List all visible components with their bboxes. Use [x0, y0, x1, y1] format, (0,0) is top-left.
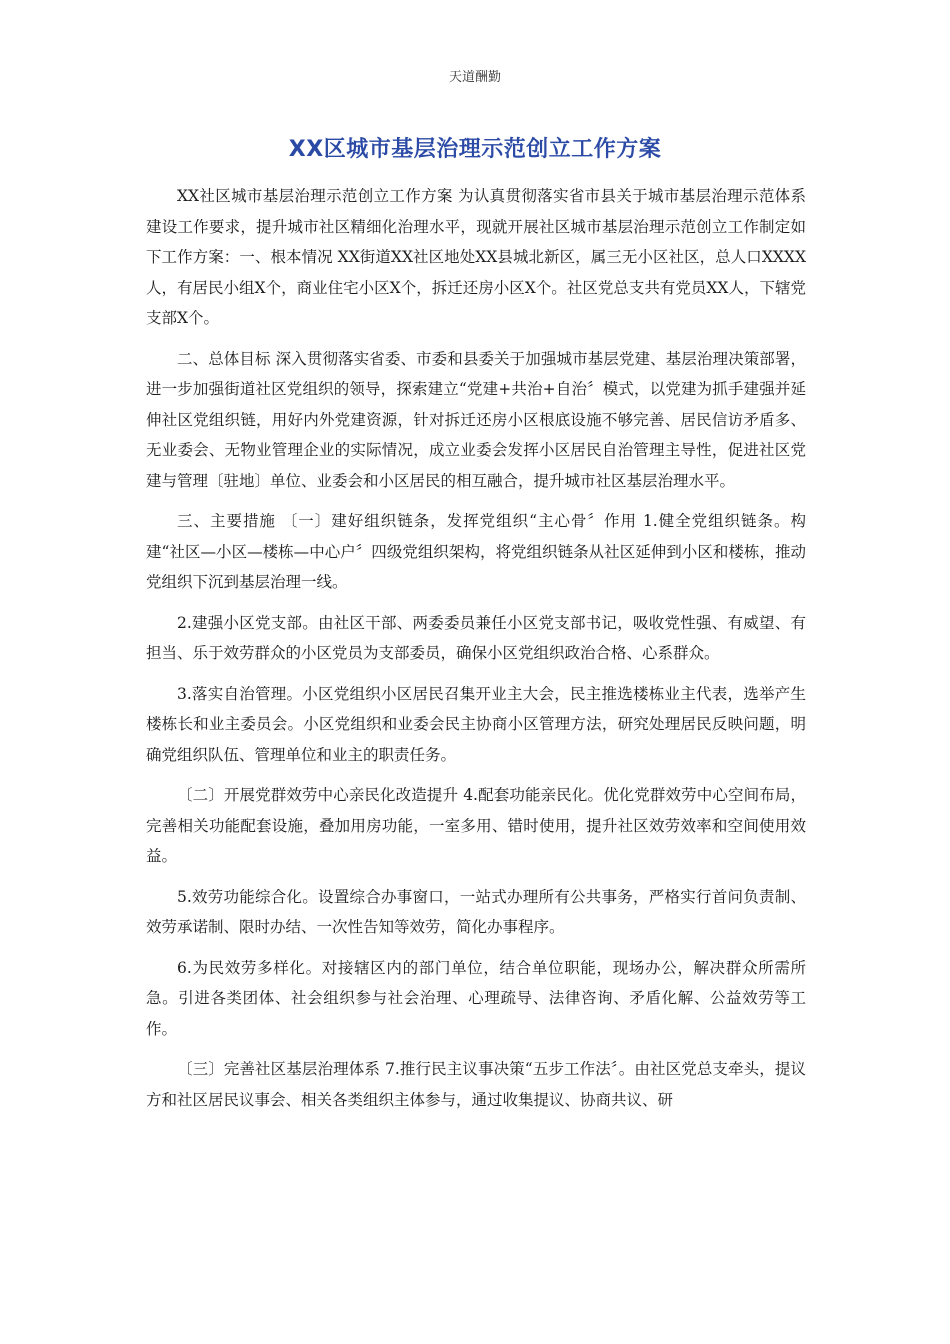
document-body — [146, 181, 806, 1125]
paragraph: 2.建强小区党支部。由社区干部、两委委员兼任小区党支部书记，吸收党性强、有威望、有担当、乐于效劳群众的小区党员为支部委员，确保小区党组织政治合格、心系群众。 — [146, 613, 806, 662]
paragraph: 6.为民效劳多样化。对接辖区内的部门单位，结合单位职能，现场办公，解决群众所需所急。引进各类团体、社会组织参与社会治理、心理疏导、法律咨询、矛盾化解、公益效劳等工作。 — [146, 958, 806, 1038]
paragraph: 5.效劳功能综合化。设置综合办事窗口，一站式办理所有公共事务，严格实行首问负责制、效劳承诺制、限时办结、一次性告知等效劳，简化办事程序。 — [146, 887, 806, 936]
paragraph: 〔二〕开展党群效劳中心亲民化改造提升 4.配套功能亲民化。优化党群效劳中心空间布局，完善相关功能配套设施，叠加用房功能，一室多用、错时使用，提升社区效劳效率和空间使用效益。 — [146, 786, 806, 865]
paragraph: 3.落实自治管理。小区党组织小区居民召集开业主大会，民主推选楼栋业主代表，选举产生楼栋长和业主委员会。小区党组织和业委会民主协商小区管理方法，研究处理居民反映问题，明确党组织队伍、管理单位和业主的职责任务。 — [146, 684, 806, 764]
page-header: 天道酬勤 — [448, 70, 501, 85]
document-title: XX区城市基层治理示范创立工作方案 — [288, 137, 662, 162]
paragraph: 〔三〕完善社区基层治理体系 7.推行民主议事决策“五步工作法〞。由社区党总支牵头，提议方和社区居民议事会、相关各类组织主体参与，通过收集提议、协商共议、研 — [146, 1060, 806, 1109]
paragraph: 三、主要措施 〔一〕建好组织链条，发挥党组织“主心骨〞作用 1.健全党组织链条。构建“社区—小区—楼栋—中心户〞四级党组织架构，将党组织链条从社区延伸到小区和楼栋，推动党组织下沉到基层治理一线。 — [146, 512, 806, 591]
paragraph: XX社区城市基层治理示范创立工作方案 为认真贯彻落实省市县关于城市基层治理示范体系建设工作要求，提升城市社区精细化治理水平，现就开展社区城市基层治理示范创立工作制定如下工作方案：一、根本情况 XX街道XX社区地处XX县城北新区，属三无小区社区，总人口XXXX人，有居民小组X个，商业住宅小区X个，拆迁还房小区X个。社区党总支共有党员XX人，下辖党支部X个。 — [146, 187, 806, 327]
paragraph: 二、总体目标 深入贯彻落实省委、市委和县委关于加强城市基层党建、基层治理决策部署，进一步加强街道社区党组织的领导，探索建立“党建+共治+自治〞模式，以党建为抓手建强并延伸社区党组织链，用好内外党建资源，针对拆迁还房小区根底设施不够完善、居民信访矛盾多、无业委会、无物业管理企业的实际情况，成立业委会发挥小区居民自治管理主导性，促进社区党建与管理〔驻地〕单位、业委会和小区居民的相互融合，提升城市社区基层治理水平。 — [146, 349, 806, 490]
